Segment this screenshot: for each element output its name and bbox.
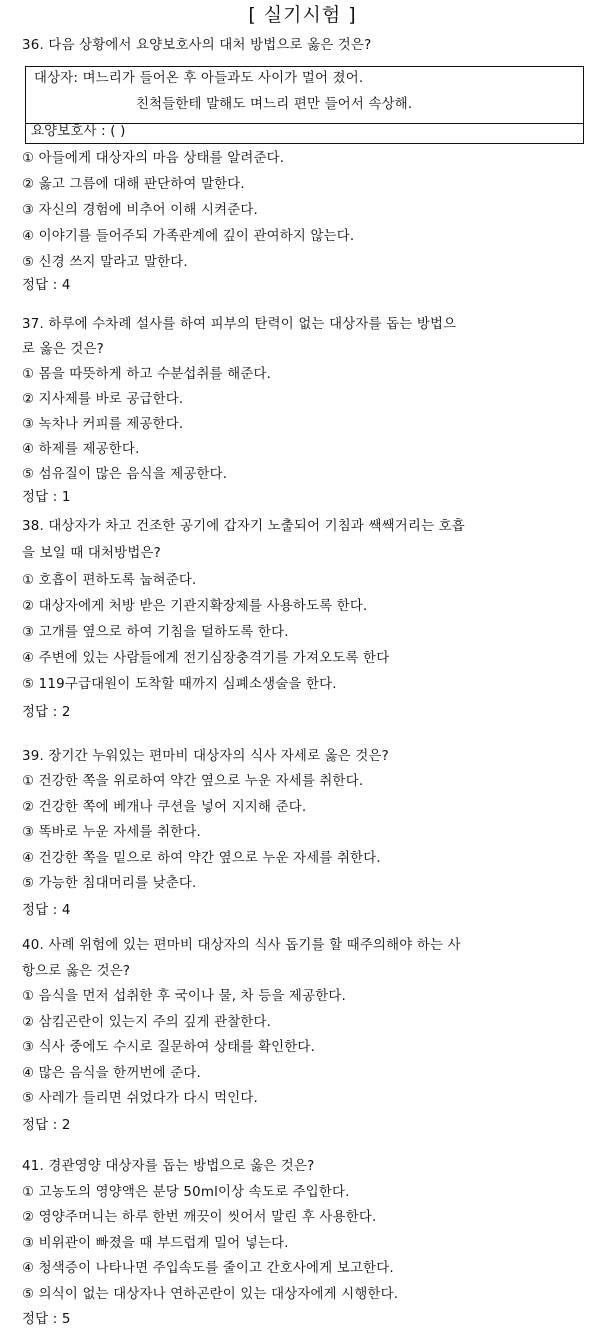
- question-37-line-2: 로 옳은 것은?: [22, 342, 104, 357]
- option-41-3: ③ 비위관이 빠졌을 때 부드럽게 밀어 넣는다.: [22, 1236, 289, 1251]
- question-40-line-1: 40. 사례 위험에 있는 편마비 대상자의 식사 돕기를 할 때주의해야 하는 사: [22, 938, 461, 953]
- option-38-1: ① 호흡이 편하도록 눕혀준다.: [22, 573, 197, 588]
- option-36-5: ⑤ 신경 쓰지 말라고 말한다.: [22, 255, 188, 270]
- option-39-3: ③ 똑바로 누운 자세를 취한다.: [22, 825, 201, 840]
- option-38-5: ⑤ 119구급대원이 도착할 때까지 심폐소생술을 한다.: [22, 677, 337, 692]
- option-36-3: ③ 자신의 경험에 비추어 이해 시켜준다.: [22, 203, 258, 218]
- option-41-1: ① 고농도의 영양액은 분당 50ml이상 속도로 주입한다.: [22, 1185, 350, 1200]
- question-39: 39. 장기간 누워있는 편마비 대상자의 식사 자세로 옳은 것은?: [22, 749, 389, 764]
- option-40-2: ② 삼킴곤란이 있는지 주의 깊게 관찰한다.: [22, 1015, 272, 1030]
- option-41-2: ② 영양주머니는 하루 한번 깨끗이 씻어서 말린 후 사용한다.: [22, 1210, 377, 1225]
- option-37-4: ④ 하제를 제공한다.: [22, 442, 140, 457]
- answer-41: 정답 : 5: [22, 1312, 71, 1327]
- option-38-3: ③ 고개를 옆으로 하여 기침을 덜하도록 한다.: [22, 625, 289, 640]
- option-37-1: ① 몸을 따뜻하게 하고 수분섭취를 해준다.: [22, 367, 272, 382]
- question-40-line-2: 항으로 옳은 것은?: [22, 964, 131, 979]
- option-40-5: ⑤ 사레가 들리면 쉬었다가 다시 먹인다.: [22, 1091, 258, 1106]
- answer-40: 정답 : 2: [22, 1118, 71, 1133]
- option-39-1: ① 건강한 쪽을 위로하여 약간 옆으로 누운 자세를 취한다.: [22, 774, 364, 789]
- option-40-4: ④ 많은 음식을 한꺼번에 준다.: [22, 1066, 201, 1081]
- option-37-3: ③ 녹차나 커피를 제공한다.: [22, 417, 184, 432]
- scenario-line-1: 대상자: 며느리가 들어온 후 아들과도 사이가 멀어 졌어.: [34, 71, 364, 86]
- option-39-4: ④ 건강한 쪽을 밑으로 하여 약간 옆으로 누운 자세를 취한다.: [22, 851, 381, 866]
- option-38-4: ④ 주변에 있는 사람들에게 전기심장충격기를 가져오도록 한다: [22, 651, 390, 666]
- option-37-5: ⑤ 섬유질이 많은 음식을 제공한다.: [22, 467, 228, 482]
- question-38-line-2: 을 보일 때 대처방법은?: [22, 546, 161, 561]
- answer-37: 정답 : 1: [22, 490, 71, 505]
- option-40-1: ① 음식을 먼저 섭취한 후 국이나 물, 차 등을 제공한다.: [22, 989, 346, 1004]
- option-36-4: ④ 이야기를 들어주되 가족관계에 깊이 관여하지 않는다.: [22, 229, 355, 244]
- page-title: [ 실기시험 ]: [248, 4, 357, 26]
- scenario-line-3: 요양보호사 : ( ): [31, 124, 126, 139]
- option-36-1: ① 아들에게 대상자의 마음 상태를 알려준다.: [22, 151, 285, 166]
- option-37-2: ② 지사제를 바로 공급한다.: [22, 392, 184, 407]
- scenario-line-2: 친척들한테 말해도 며느리 편만 들어서 속상해.: [136, 97, 413, 112]
- scenario-box: [25, 66, 584, 144]
- option-40-3: ③ 식사 중에도 수시로 질문하여 상태를 확인한다.: [22, 1040, 315, 1055]
- answer-36: 정답 : 4: [22, 278, 71, 293]
- option-41-5: ⑤ 의식이 없는 대상자나 연하곤란이 있는 대상자에게 시행한다.: [22, 1287, 399, 1302]
- option-36-2: ② 옳고 그름에 대해 판단하여 말한다.: [22, 177, 245, 192]
- answer-39: 정답 : 4: [22, 903, 71, 918]
- option-39-2: ② 건강한 쪽에 베개나 쿠션을 넣어 지지해 준다.: [22, 800, 307, 815]
- question-41: 41. 경관영양 대상자를 돕는 방법으로 옳은 것은?: [22, 1159, 315, 1174]
- option-41-4: ④ 청색증이 나타나면 주입속도를 줄이고 간호사에게 보고한다.: [22, 1261, 394, 1276]
- answer-38: 정답 : 2: [22, 705, 71, 720]
- question-37-line-1: 37. 하루에 수차례 설사를 하여 피부의 탄력이 없는 대상자를 돕는 방법으: [22, 317, 457, 332]
- option-39-5: ⑤ 가능한 침대머리를 낮춘다.: [22, 876, 197, 891]
- question-36: 36. 다음 상황에서 요양보호사의 대처 방법으로 옳은 것은?: [22, 38, 372, 53]
- question-38-line-1: 38. 대상자가 차고 건조한 공기에 갑자기 노출되어 기침과 쌕쌕거리는 호흡: [22, 519, 465, 534]
- option-38-2: ② 대상자에게 처방 받은 기관지확장제를 사용하도록 한다.: [22, 599, 368, 614]
